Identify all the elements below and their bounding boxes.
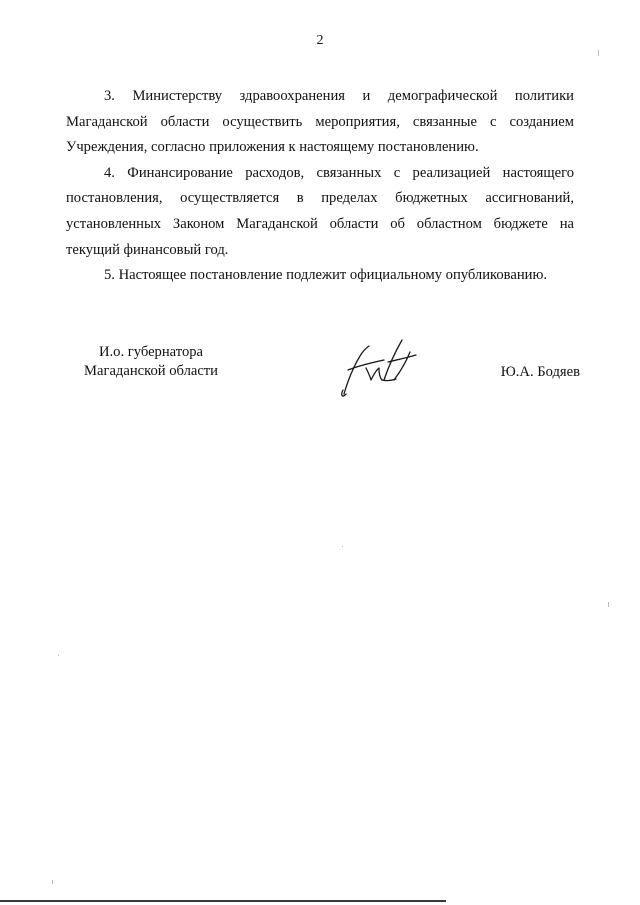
signatory-name: Ю.А. Бодяев — [500, 364, 580, 380]
page-number: 2 — [316, 33, 324, 48]
handwritten-signature-icon — [330, 332, 430, 404]
scan-artifact — [598, 50, 599, 56]
scan-edge-line — [0, 900, 446, 902]
scan-artifact — [608, 602, 609, 607]
scan-artifact — [52, 880, 53, 884]
scan-artifact — [342, 546, 343, 547]
scan-artifact — [58, 655, 59, 656]
document-body — [66, 84, 574, 289]
signatory-position-line1: И.о. губернатора — [98, 344, 204, 360]
paragraph-5: 5. Настоящее постановление подлежит официальному опубликованию. — [104, 267, 548, 284]
paragraph-3: 3. Министерству здравоохранения и демографической политики Магаданской области осуществить мероприятия, связанные с созданием Учреждения, согласно приложения к настоящему постановлению. — [66, 88, 574, 156]
signatory-position-line2: Магаданской области — [84, 363, 218, 379]
paragraph-4: 4. Финансирование расходов, связанных с реализацией настоящего постановления, осуществляется в пределах бюджетных ассигнований, установленных Законом Магаданской области об областном бюджете на текущий финансовый год. — [66, 164, 574, 258]
signatory-position — [66, 343, 236, 381]
